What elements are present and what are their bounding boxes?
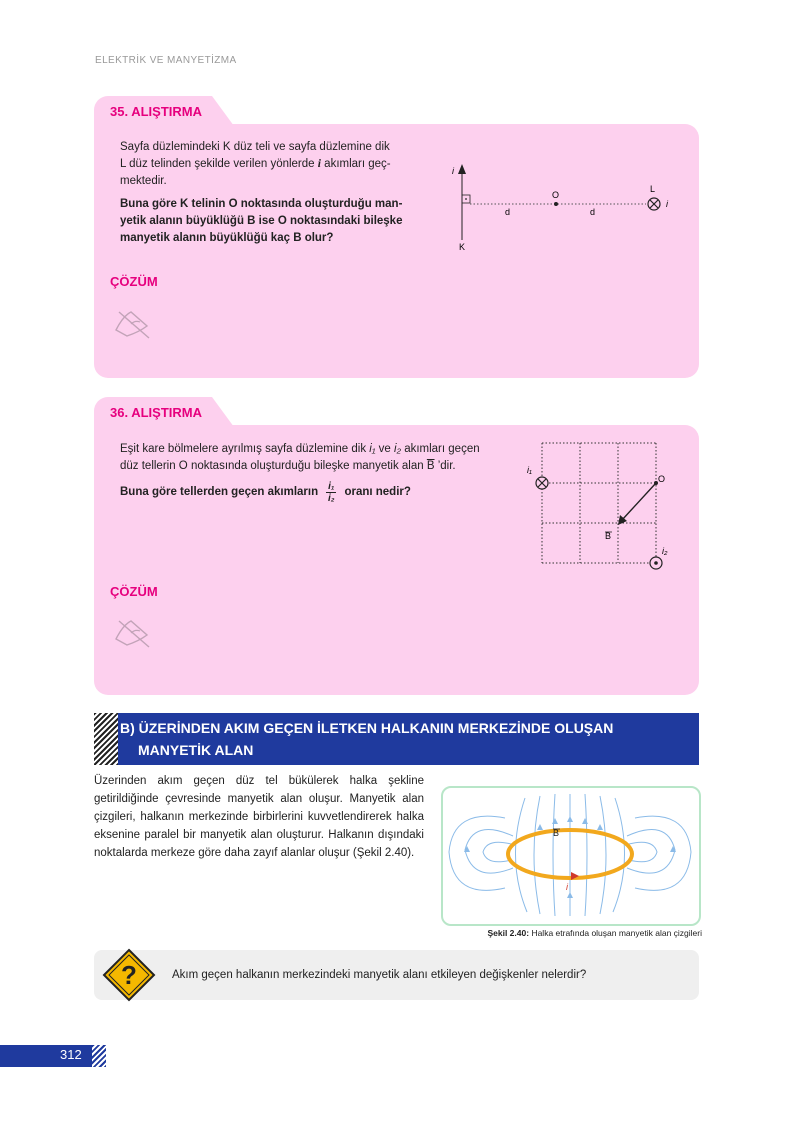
exercise-36-tab: 36. ALIŞTIRMA bbox=[94, 397, 212, 427]
exercise-36-grid-figure bbox=[525, 440, 675, 575]
label-i1: i₁ bbox=[527, 465, 532, 475]
current-symbol: i bbox=[317, 158, 321, 170]
label-d-2: d bbox=[590, 207, 596, 217]
point-o bbox=[554, 202, 558, 206]
label-i-k: i bbox=[452, 166, 454, 176]
ex35-line-2: L düz telinden şekilde verilen yönlerde i akımları geç- bbox=[120, 158, 391, 170]
exercise-35-solution-label: ÇÖZÜM bbox=[110, 274, 158, 289]
label-b: B bbox=[605, 531, 612, 541]
ex35-line-3: mektedir. bbox=[120, 175, 167, 187]
exercise-35-figure bbox=[448, 158, 688, 258]
ex35-question-3: manyetik alanın büyüklüğü kaç B olur? bbox=[120, 232, 334, 244]
exercise-36-solution-label: ÇÖZÜM bbox=[110, 584, 158, 599]
svg-text:?: ? bbox=[121, 960, 137, 990]
ex36-question: Buna göre tellerden geçen akımların i₁ i₂ oranı nedir? bbox=[120, 481, 411, 504]
page-number: 312 bbox=[60, 1047, 82, 1062]
section-title: B) ÜZERİNDEN AKIM GEÇEN İLETKEN HALKANIN MERKEZİNDE OLUŞAN MANYETİK ALAN bbox=[120, 720, 614, 758]
body-paragraph: Üzerinden akım geçen düz tel bükülerek halka şekline getirildiğinde çevresinde manyetik alan oluşur. Manyetik alan çizgileri, halkanın merkezinde birbirlerini kuvvetlendirerek halka eksenine paralel bir manyetik alan oluşturur. Halkanın dışındaki noktalarda merkeze göre daha zayıf alanlar oluşur (Şekil 2.40). bbox=[94, 775, 424, 859]
page-number-stripes bbox=[92, 1045, 106, 1067]
section-stripes bbox=[94, 713, 118, 765]
exercise-35-text bbox=[120, 139, 438, 247]
figure-caption: Şekil 2.40: Halka etrafında oluşan manyetik alan çizgileri bbox=[487, 928, 702, 938]
exercise-36-text bbox=[120, 441, 520, 504]
discussion-question-text: Akım geçen halkanın merkezindeki manyetik alanı etkileyen değişkenler nelerdir? bbox=[172, 969, 587, 981]
label-o: O bbox=[658, 474, 666, 484]
label-i-l: i bbox=[666, 199, 668, 209]
current-arrow-icon bbox=[458, 164, 466, 174]
exercise-35-tab: 35. ALIŞTIRMA bbox=[94, 96, 212, 126]
writing-hand-icon bbox=[113, 308, 153, 340]
figure-label-i: i bbox=[566, 882, 568, 892]
label-o: O bbox=[552, 190, 560, 200]
ex35-question-1: Buna göre K telinin O noktasında oluşturduğu man- bbox=[120, 198, 403, 210]
field-vector-b bbox=[622, 483, 656, 520]
label-i2: i₂ bbox=[662, 546, 668, 556]
figure-2-40-field-lines bbox=[443, 788, 697, 922]
figure-label-b: B bbox=[553, 828, 560, 838]
running-header: ELEKTRİK VE MANYETİZMA bbox=[95, 55, 237, 66]
label-d-1: d bbox=[505, 207, 511, 217]
ex35-question-2: yetik alanın büyüklüğü B ise O noktasındaki bileşke bbox=[120, 215, 403, 227]
label-k: K bbox=[459, 242, 466, 252]
ratio-fraction: i₁ i₂ bbox=[327, 481, 335, 504]
ex36-line-1: Eşit kare bölmelere ayrılmış sayfa düzlemine dik i₁ ve i₂ akımları geçen bbox=[120, 443, 480, 455]
label-l: L bbox=[650, 184, 656, 194]
writing-hand-icon bbox=[113, 617, 153, 649]
question-mark-icon bbox=[102, 948, 156, 1002]
ex36-line-2: düz tellerin O noktasında oluşturduğu bileşke manyetik alan $\overline{B}$ ’dir. bbox=[120, 460, 456, 472]
ex35-line-1: Sayfa düzlemindeki K düz teli ve sayfa düzlemine dik bbox=[120, 141, 390, 153]
